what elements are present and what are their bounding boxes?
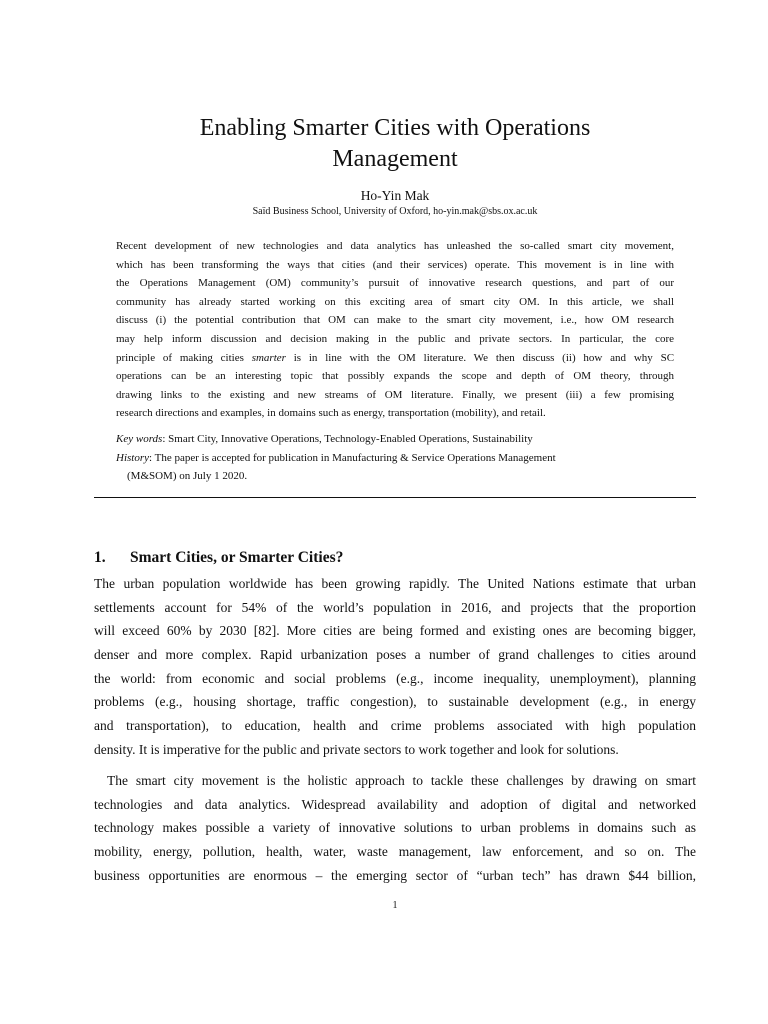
abstract-emphasis: smarter xyxy=(251,351,286,364)
abstract-line: may help inform discussion and decision making in the public and private sectors. In particular, the core xyxy=(116,332,674,345)
abstract-line: drawing links to the existing and new streams of OM literature. Finally, we present (iii) a few promising xyxy=(116,388,674,401)
paragraph-line: business opportunities are enormous – the emerging sector of “urban tech” has drawn $44 billion, xyxy=(94,867,696,883)
keywords: Key words: Smart City, Innovative Operations, Technology-Enabled Operations, Sustainability xyxy=(116,433,533,445)
paragraph-line: will exceed 60% by 2030 [82]. More cities are being formed and existing ones are becoming bigger, xyxy=(94,623,696,639)
paragraph-line: problems (e.g., housing shortage, traffic congestion), to sustainable development (e.g., in energy xyxy=(94,694,696,710)
keywords-text: Smart City, Innovative Operations, Technology-Enabled Operations, Sustainability xyxy=(168,433,533,445)
paragraph-line: The urban population worldwide has been growing rapidly. The United Nations estimate that urban xyxy=(94,576,696,591)
title-line: Enabling Smarter Cities with Operations xyxy=(199,115,591,141)
paragraph-line: density. It is imperative for the public and private sectors to work together and look for solutions. xyxy=(94,741,619,757)
body-paragraph xyxy=(94,769,696,887)
abstract-line: which has been transforming the ways that cities (and their services) operate. This movement is in line with xyxy=(116,258,674,271)
abstract-line xyxy=(116,349,674,368)
abstract-line: discuss (i) the potential contribution that OM can make to the smart city movement, i.e., how OM research xyxy=(116,314,674,327)
section-title: Smart Cities, or Smarter Cities? xyxy=(130,549,344,566)
paper-title xyxy=(94,113,696,175)
paragraph-line: The smart city movement is the holistic approach to tackle these challenges by drawing on smart xyxy=(107,773,696,788)
abstract-line: the Operations Management (OM) community’s pursuit of innovative research questions, and part of our xyxy=(116,277,674,290)
page-number: 1 xyxy=(392,900,398,911)
paragraph-line: mobility, energy, pollution, health, water, waste management, law enforcement, and so on. The xyxy=(94,844,696,860)
abstract-line: operations can be an interesting topic that possibly expands the scope and depth of OM theory, through xyxy=(116,370,674,383)
body-paragraph xyxy=(94,572,696,762)
author-name: Ho-Yin Mak xyxy=(360,188,430,203)
keywords-label: Key words xyxy=(116,433,163,445)
horizontal-rule xyxy=(94,497,696,498)
title-line: Management xyxy=(332,146,458,172)
abstract-text: principle of making cities xyxy=(116,351,244,364)
paper-metadata xyxy=(116,430,674,486)
paragraph-line: the world: from economic and social problems (e.g., income inequality, unemployment), planning xyxy=(94,670,696,686)
abstract xyxy=(116,237,674,423)
history-text: (M&SOM) on July 1 2020. xyxy=(127,470,248,483)
abstract-text: is in line with the OM literature. We then discuss (ii) how and why SC xyxy=(293,351,675,364)
paragraph-line: denser and more complex. Rapid urbanization poses a number of grand challenges to cities around xyxy=(94,647,696,663)
history: History: The paper is accepted for publication in Manufacturing & Service Operations Management xyxy=(116,451,556,464)
history-label: History xyxy=(116,451,149,464)
section-heading xyxy=(94,548,343,568)
author-affiliation: Saïd Business School, University of Oxford, ho-yin.mak@sbs.ox.ac.uk xyxy=(252,206,538,217)
paragraph-line: technology makes possible a variety of innovative solutions to urban problems in domains such as xyxy=(94,820,696,836)
section-number: 1. xyxy=(94,549,106,566)
abstract-line: community has already started working on this exciting area of smart city OM. In this article, we shall xyxy=(116,295,674,308)
paragraph-line: settlements account for 54% of the world’s population in 2016, and projects that the proportion xyxy=(94,599,696,615)
abstract-line: Recent development of new technologies and data analytics has unleashed the so-called smart city movement, xyxy=(116,240,674,252)
paragraph-line: technologies and data analytics. Widespread availability and adoption of digital and networked xyxy=(94,796,696,812)
history-text: The paper is accepted for publication in Manufacturing & Service Operations Management xyxy=(154,451,556,464)
abstract-line: research directions and examples, in domains such as energy, transportation (mobility), and retail. xyxy=(116,407,546,420)
paragraph-line: and transportation), to education, health and crime problems associated with high population xyxy=(94,718,696,734)
